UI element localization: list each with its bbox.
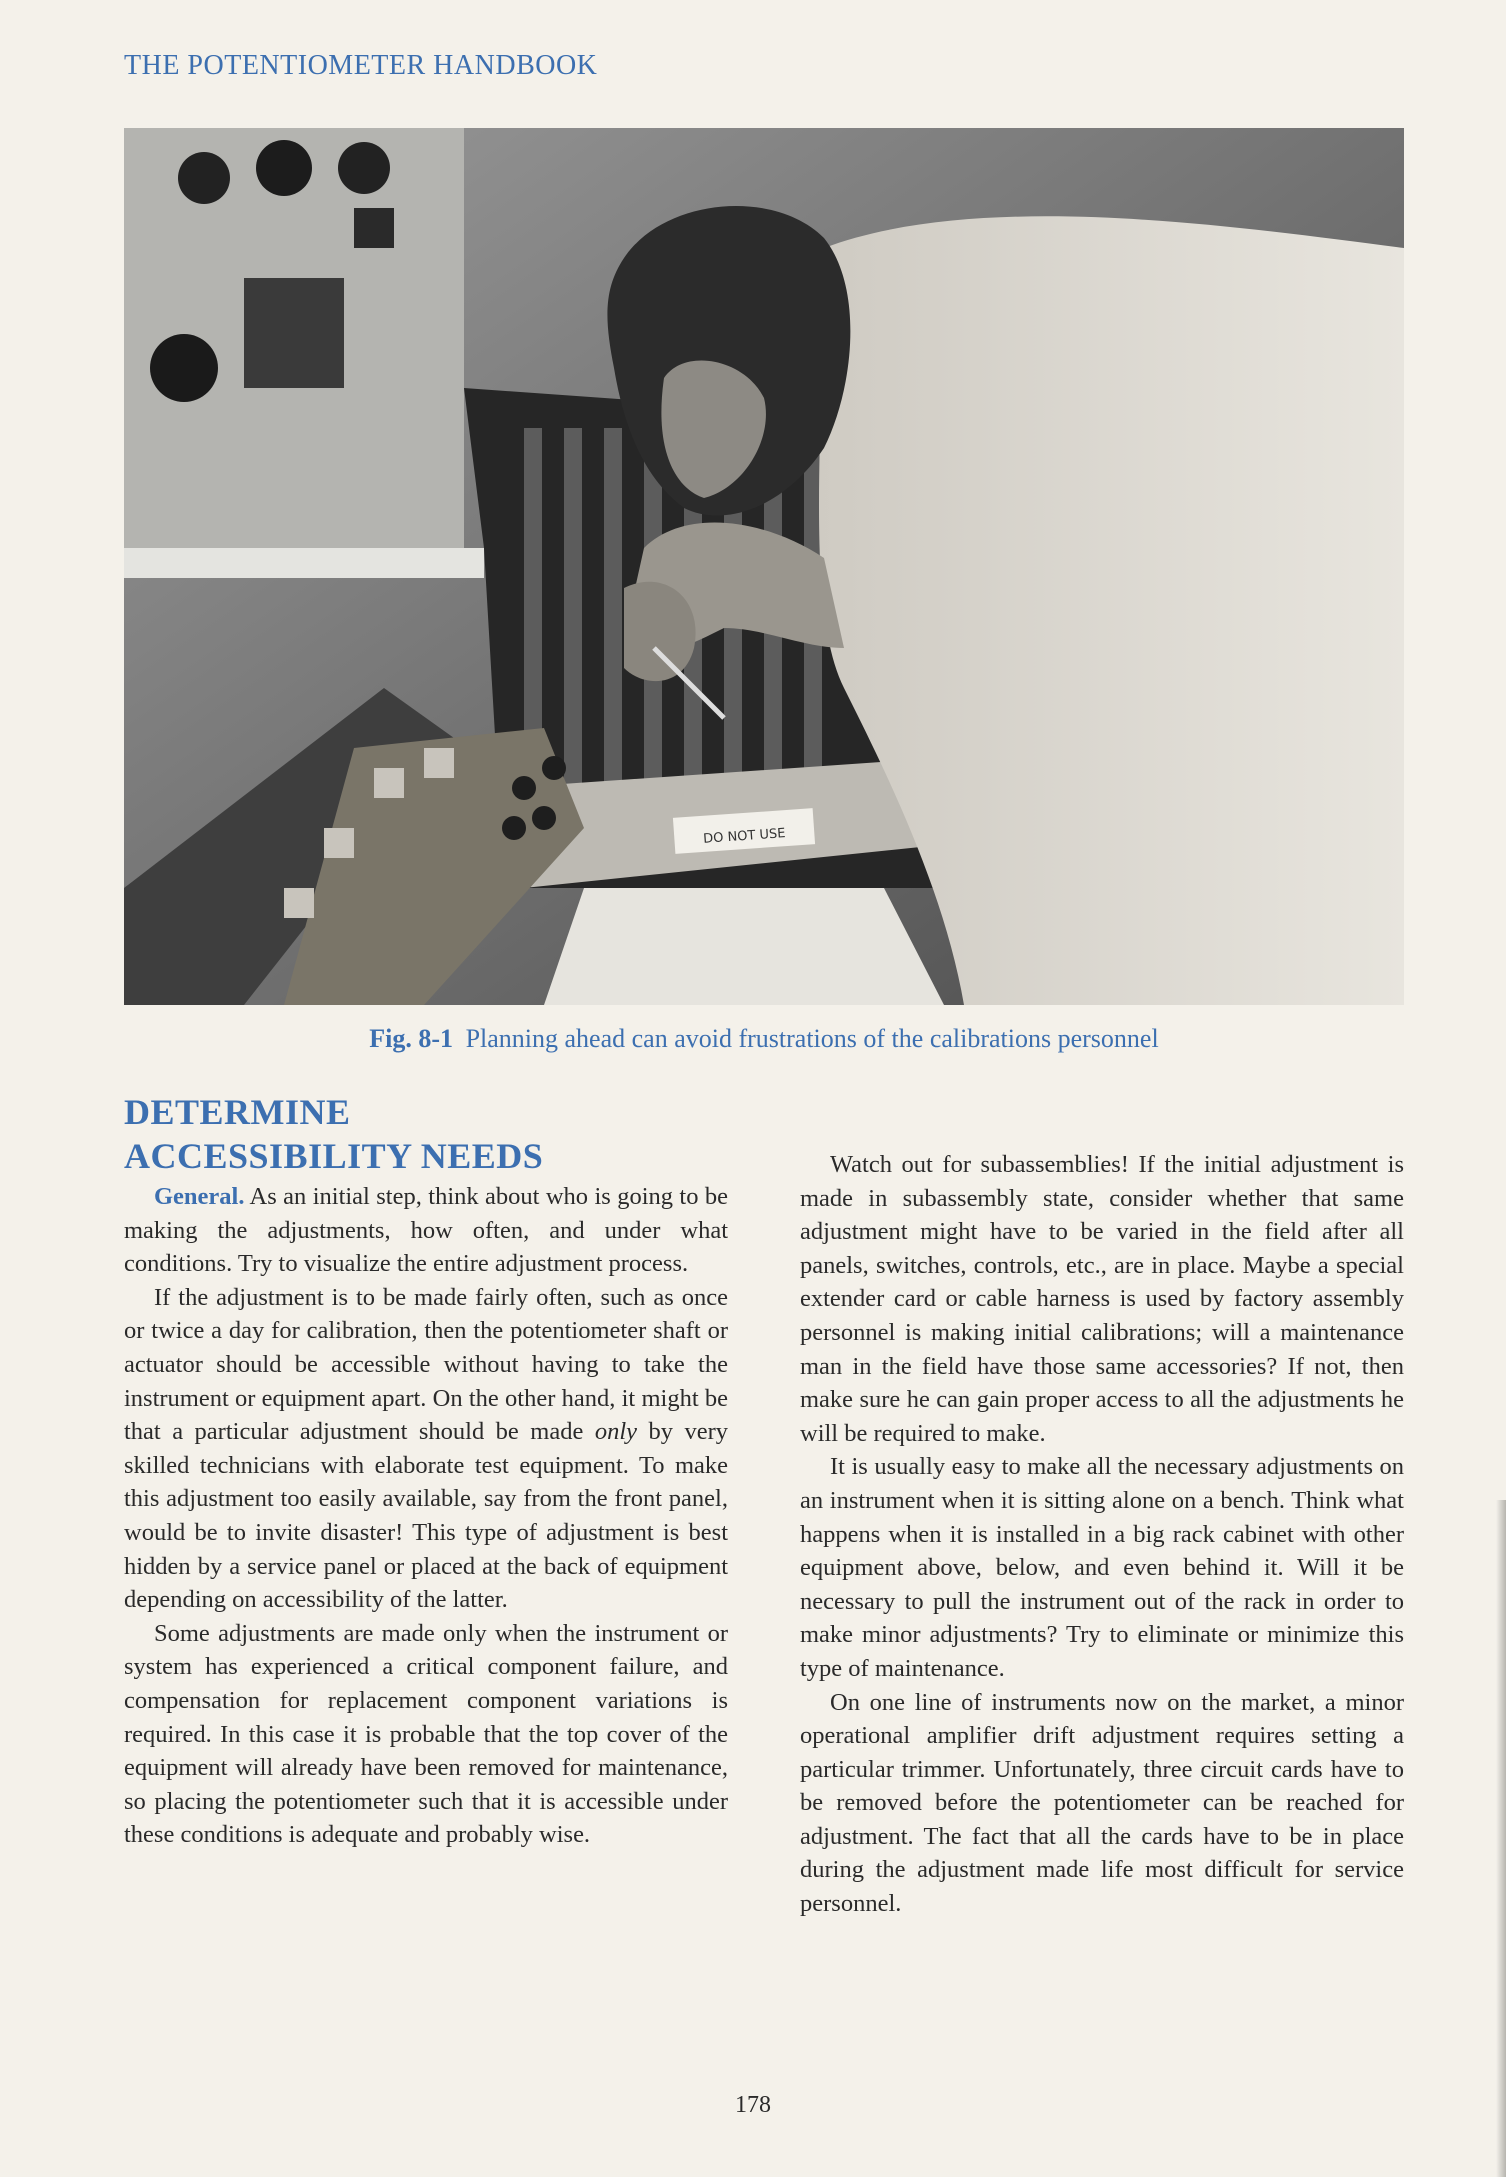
figure-label: Fig. 8-1 bbox=[369, 1024, 454, 1053]
page-edge-shadow bbox=[1496, 1500, 1506, 2177]
paragraph-general bbox=[124, 1180, 728, 1281]
section-title-line-2: ACCESSIBILITY NEEDS bbox=[124, 1136, 544, 1176]
paragraph-general-text: As an initial step, think about who is going to be making the adjustments, how often, and under what conditions. Try to visualize the entire adjustment process. bbox=[124, 1183, 728, 1278]
photo-sign-text: DO NOT USE bbox=[702, 826, 787, 847]
paragraph-2-emphasis: only bbox=[594, 1418, 637, 1446]
run-in-heading-general: General. bbox=[154, 1183, 245, 1210]
paragraph-circuit-cards: On one line of instruments now on the market, a minor operational amplifier drift adjustment requires setting a particular trimmer. Unfortunately, three circuit cards have to be removed before the potentiometer can be reached for adjustment. The fact that all the cards have to be in place during the adjustment made life most difficult for service personnel. bbox=[800, 1688, 1404, 1918]
page-number: 178 bbox=[735, 2092, 771, 2118]
section-title-line-1: DETERMINE bbox=[124, 1092, 351, 1132]
paragraph-rack-cabinet: It is usually easy to make all the necessary adjustments on an instrument when it is sitting alone on a bench. Think what happens when it is installed in a big rack cabinet with other equipment above, below, and even behind it. Will it be necessary to pull the instrument out of the rack in order to make minor adjustments? Try to eliminate or minimize this type of maintenance. bbox=[800, 1453, 1404, 1682]
left-column bbox=[124, 1180, 728, 1852]
running-head: THE POTENTIOMETER HANDBOOK bbox=[124, 50, 598, 81]
right-column bbox=[800, 1148, 1404, 1921]
figure-caption-text: Planning ahead can avoid frustrations of the calibrations personnel bbox=[465, 1024, 1159, 1053]
paragraph-component-failure: Some adjustments are made only when the instrument or system has experienced a critical component failure, and compensation for replacement component variations is required. In this case it is probable that the top cover of the equipment will already have been removed for maintenance, so placing the potentiometer such that it is accessible under these conditions is adequate and probably wise. bbox=[124, 1619, 728, 1849]
figure-caption bbox=[124, 1024, 1404, 1054]
section-title bbox=[124, 1090, 684, 1178]
paragraph-subassemblies: Watch out for subassemblies! If the initial adjustment is made in subassembly state, consider whether that same adjustment might have to be varied in the field after all panels, switches, controls, etc., are in place. Maybe a special extender card or cable harness is used by factory assembly personnel is making initial calibrations; will a maintenance man in the field have those same accessories? If not, then make sure he can gain proper access to all the adjustments he will be required to make. bbox=[800, 1151, 1404, 1447]
photo-technician-adjusting-circuit bbox=[124, 128, 1404, 1005]
paragraph-2-after: by very skilled technicians with elaborate test equipment. To make this adjustment too easily available, say from the front panel, would be to invite disaster! This type of adjustment is best hidden by a service panel or placed at the back of equipment depending on accessibility of the latter. bbox=[124, 1418, 728, 1614]
paragraph-adjustment-frequency bbox=[124, 1281, 728, 1617]
paragraph-2-before: If the adjustment is to be made fairly often, such as once or twice a day for calibration, then the potentiometer shaft or actuator should be accessible without having to take the instrument or equipment apart. On the other hand, it might be that a particular adjustment should be made bbox=[124, 1283, 728, 1446]
figure-photo bbox=[124, 128, 1404, 1005]
